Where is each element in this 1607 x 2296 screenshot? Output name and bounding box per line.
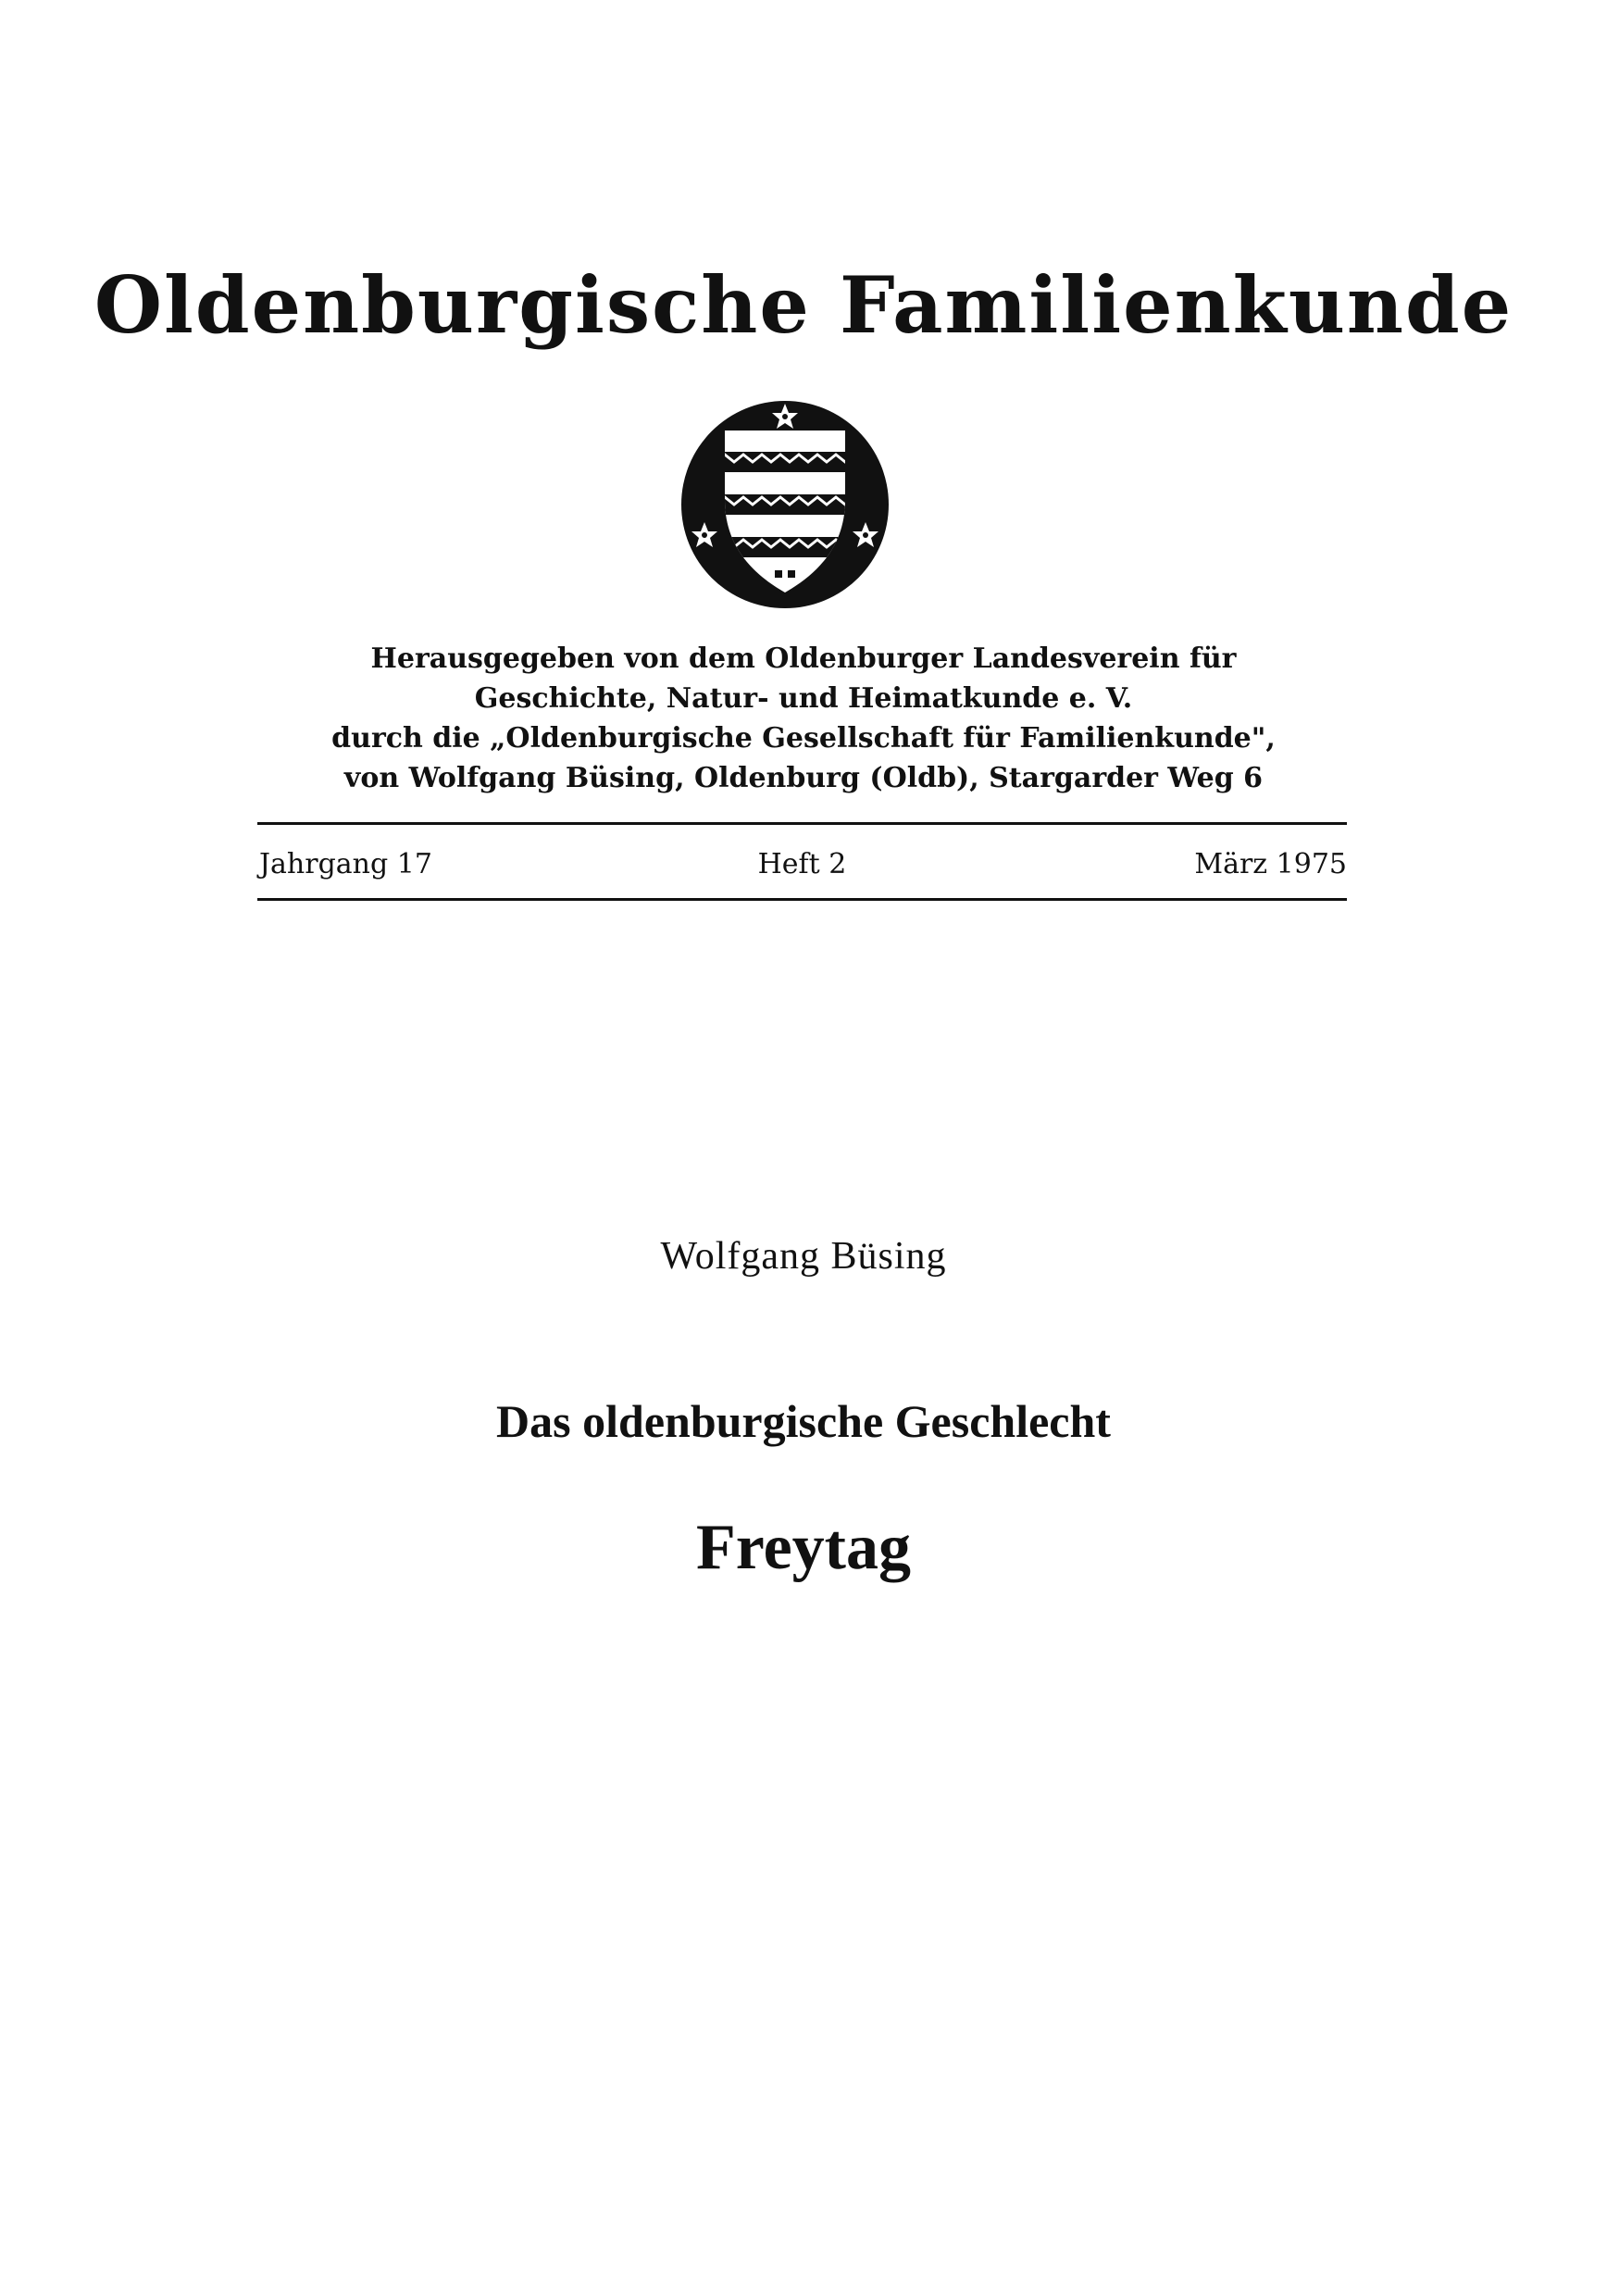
top-rule	[257, 822, 1347, 825]
issue-volume: Jahrgang 17	[259, 848, 432, 880]
article-author: Wolfgang Büsing	[660, 1235, 947, 1278]
article-subtitle: Das oldenburgische Geschlecht	[496, 1395, 1111, 1447]
issue-number: Heft 2	[757, 848, 847, 880]
bottom-rule	[257, 898, 1347, 901]
coat-of-arms-icon	[679, 398, 891, 611]
article-title: Freytag	[696, 1512, 911, 1583]
publisher-line: Herausgegeben von dem Oldenburger Landesverein für	[370, 643, 1237, 675]
publisher-line: Geschichte, Natur- und Heimatkunde e. V.	[474, 682, 1133, 715]
issue-info	[257, 844, 1347, 885]
issue-date: März 1975	[1194, 848, 1347, 880]
publisher-line: von Wolfgang Büsing, Oldenburg (Oldb), Stargarder Weg 6	[343, 762, 1264, 794]
publisher-block	[0, 639, 1607, 798]
masthead-title: Oldenburgische Familienkunde	[93, 259, 1514, 351]
publisher-line: durch die „Oldenburgische Gesellschaft für Familienkunde",	[331, 722, 1276, 755]
